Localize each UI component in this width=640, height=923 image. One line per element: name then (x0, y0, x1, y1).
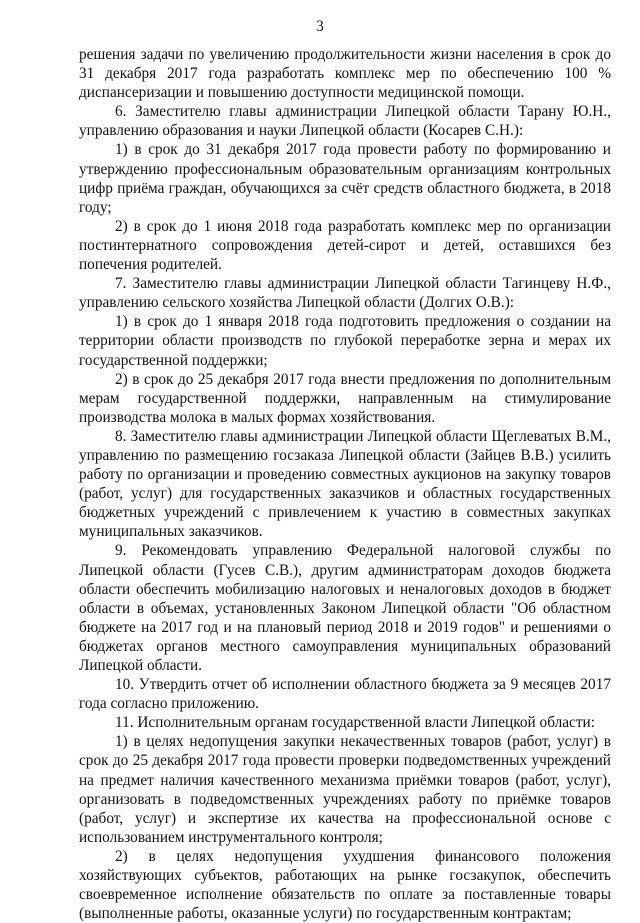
paragraph-item-8: 8. Заместителю главы администрации Липецкой области Щеглеватых В.М., управлению по размещению госзаказа Липецкой области (Зайцев В.В.) усилить работу по организации и проведению совместных аукционов на закупку товаров (работ, услуг) для государственных заказчиков и областных государственных бюджетных учреждений с привлечением к участию в совместных закупках муниципальных заказчиков. (79, 427, 611, 541)
paragraph-item-10: 10. Утвердить отчет об исполнении областного бюджета за 9 месяцев 2017 года согласно приложению. (79, 676, 611, 713)
paragraph-item-7-2: 2) в срок до 25 декабря 2017 года внести предложения по дополнительным мерам государственной поддержки, направленным на стимулирование производства молока в малых формах хозяйствования. (79, 370, 611, 426)
paragraph-item-6-1: 1) в срок до 31 декабря 2017 года провести работу по формированию и утверждению профессиональным образовательным организациям контрольных цифр приёма граждан, обучающихся за счёт средств областного бюджета, в 2018 году; (79, 141, 611, 216)
document-body (79, 45, 611, 923)
paragraph-item-11: 11. Исполнительным органам государственной власти Липецкой области: (115, 714, 595, 732)
page-number: 3 (316, 18, 324, 35)
paragraph-item-6: 6. Заместителю главы администрации Липецкой области Тарану Ю.Н., управлению образования и науки Липецкой области (Косарев С.Н.): (79, 103, 611, 140)
paragraph-item-9: 9. Рекомендовать управлению Федеральной налоговой службы по Липецкой области (Гусев С.В.), другим администраторам доходов бюджета области обеспечить мобилизацию налоговых и неналоговых доходов в бюджет области в объемах, установленных Законом Липецкой области "Об областном бюджете на 2017 год и на плановый период 2018 и 2019 годов" и решениями о бюджетах органов местного самоуправления муниципальных образований Липецкой области. (79, 542, 611, 674)
paragraph-continuation: решения задачи по увеличению продолжительности жизни населения в срок до 31 декабря 2017 года разработать комплекс мер по обеспечению 100 % диспансеризации и повышению доступности медицинской помощи. (79, 46, 611, 102)
paragraph-item-11-1: 1) в целях недопущения закупки некачественных товаров (работ, услуг) в срок до 25 декабря 2017 года провести проверки подведомственных учреждений на предмет наличия качественного механизма приёмки товаров (работ, услуг), организовать в подведомственных учреждениях работу по приёмке товаров (работ, услуг) и экспертизе их качества на профессиональной основе с использованием инструментального контроля; (79, 733, 611, 846)
paragraph-item-11-2: 2) в целях недопущения ухудшения финансового положения хозяйствующих субъектов, работающих на рынке госзакупок, обеспечить своевременное исполнение обязательств по оплате за поставленные товары (выполненные работы, оказанные услуги) по государственным контрактам; (79, 847, 611, 923)
paragraph-item-7: 7. Заместителю главы администрации Липецкой области Тагинцеву Н.Ф., управлению сельского хозяйства Липецкой области (Долгих О.В.): (79, 275, 611, 312)
paragraph-item-6-2: 2) в срок до 1 июня 2018 года разработать комплекс мер по организации постинтернатного сопровождения детей-сирот и детей, оставшихся без попечения родителей. (79, 217, 611, 274)
paragraph-item-7-1: 1) в срок до 1 января 2018 года подготовить предложения о создании на территории области производств по глубокой переработке зерна и мерах их государственной поддержки; (79, 313, 611, 369)
